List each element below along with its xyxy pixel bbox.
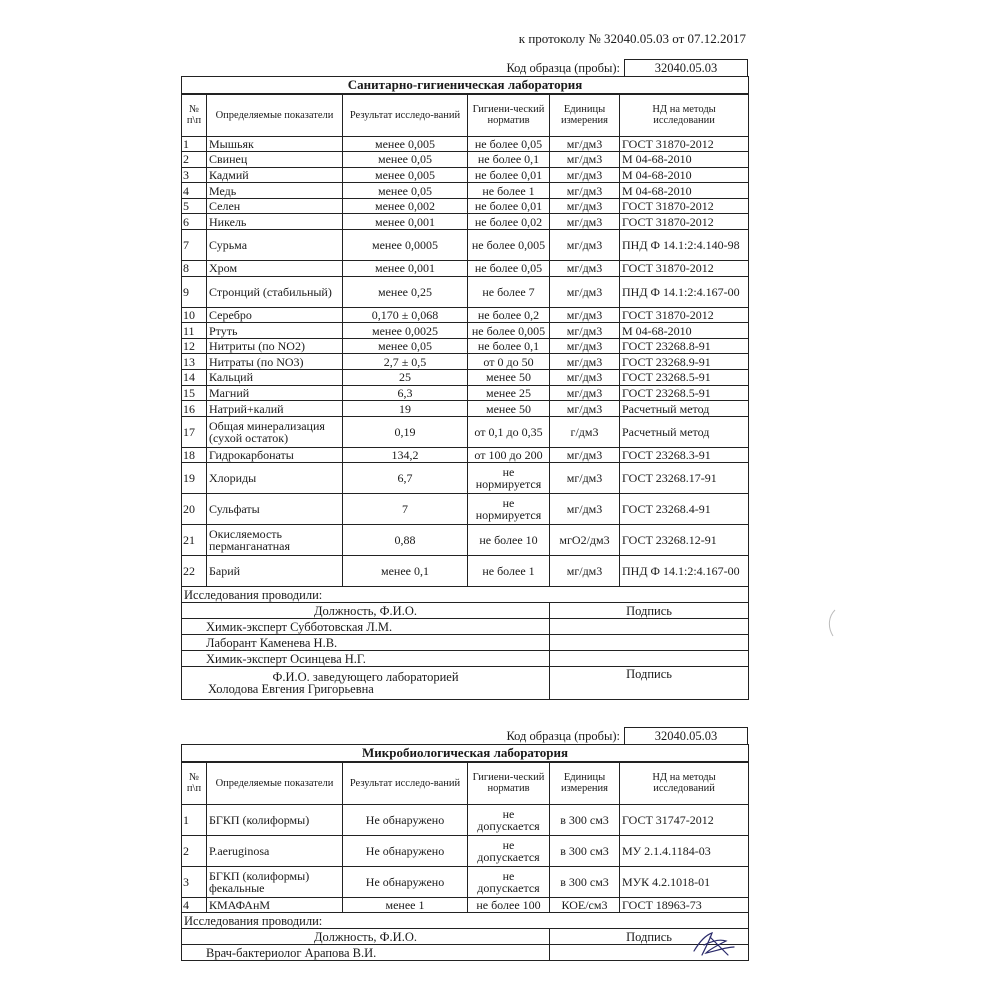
norm-value: не более 0,1 [468,338,550,354]
staff-entry: Врач-бактериолог Арапова В.И. [182,945,550,961]
norm-value: не более 100 [468,897,550,913]
row-number: 6 [182,214,207,230]
indicator-name: Селен [207,198,343,214]
row-number: 11 [182,323,207,339]
method-value: ГОСТ 31870-2012 [620,261,749,277]
row-number: 1 [182,804,207,835]
row-number: 18 [182,447,207,463]
table-row [182,385,749,401]
indicator-name: Сурьма [207,230,343,261]
unit-value: в 300 см3 [550,866,620,897]
unit-value: мгО2/дм3 [550,525,620,556]
table-row [182,447,749,463]
result-value: менее 0,005 [343,136,468,152]
result-value: Не обнаружено [343,866,468,897]
norm-value: от 100 до 200 [468,447,550,463]
indicator-name: Хром [207,261,343,277]
table-row [182,416,749,447]
row-number: 5 [182,198,207,214]
col-num-header: № п\п [182,762,207,804]
result-value: менее 0,0025 [343,323,468,339]
unit-value: мг/дм3 [550,354,620,370]
table-row [182,525,749,556]
sample-code-label: Код образца (пробы): [506,729,620,743]
method-value: ГОСТ 23268.5-91 [620,385,749,401]
method-value: ГОСТ 18963-73 [620,897,749,913]
micro-position-header: Должность, Ф.И.О. [182,929,550,945]
indicator-name: КМАФАнМ [207,897,343,913]
method-value: М 04-68-2010 [620,152,749,168]
unit-value: г/дм3 [550,416,620,447]
row-number: 14 [182,370,207,386]
method-value: ГОСТ 23268.8-91 [620,338,749,354]
table-row [182,136,749,152]
method-value: Расчетный метод [620,416,749,447]
norm-value: не более 0,2 [468,307,550,323]
method-value: ГОСТ 31870-2012 [620,307,749,323]
result-value: менее 1 [343,897,468,913]
table-row [182,804,749,835]
table-row [182,307,749,323]
norm-value: не более 0,02 [468,214,550,230]
lab-chief-signature-header: Подпись [550,667,749,700]
result-value: менее 0,001 [343,214,468,230]
method-value: М 04-68-2010 [620,183,749,199]
unit-value: мг/дм3 [550,152,620,168]
row-number: 13 [182,354,207,370]
lab-chief-name: Холодова Евгения Григорьевна [208,682,374,697]
norm-value: не более 0,01 [468,167,550,183]
indicator-name: Натрий+калий [207,401,343,417]
sample-code-line [181,727,748,744]
row-number: 22 [182,556,207,587]
row-number: 3 [182,866,207,897]
row-number: 17 [182,416,207,447]
table-row [182,354,749,370]
norm-value: не допускается [468,835,550,866]
method-value: ГОСТ 31870-2012 [620,214,749,230]
norm-value: не допускается [468,804,550,835]
indicator-name: БГКП (колиформы) фекальные [207,866,343,897]
unit-value: мг/дм3 [550,463,620,494]
indicator-name: Барий [207,556,343,587]
method-value: ГОСТ 31870-2012 [620,198,749,214]
row-number: 1 [182,136,207,152]
norm-value: не более 0,05 [468,261,550,277]
table-row [182,323,749,339]
norm-value: менее 50 [468,401,550,417]
staff-entry: Химик-эксперт Субботовская Л.М. [182,619,550,635]
row-number: 3 [182,167,207,183]
unit-value: мг/дм3 [550,338,620,354]
row-number: 2 [182,152,207,168]
indicator-name: P.aeruginosa [207,835,343,866]
table-row [182,276,749,307]
unit-value: мг/дм3 [550,214,620,230]
indicator-name: Хлориды [207,463,343,494]
table-row [182,401,749,417]
indicator-name: Магний [207,385,343,401]
col-unit-header: Единицы измерения [550,762,620,804]
sanitary-rows [182,136,749,587]
indicator-name: Мышьяк [207,136,343,152]
col-norm-header: Гигиени-ческий норматив [468,94,550,136]
indicator-name: Нитриты (по NO2) [207,338,343,354]
table-row [182,167,749,183]
sanitary-section [181,59,748,700]
micro-conducted-by: Исследования проводили: [182,913,749,929]
indicator-name: Никель [207,214,343,230]
norm-value: не более 0,005 [468,323,550,339]
sanitary-signature-header: Подпись [550,603,749,619]
row-number: 12 [182,338,207,354]
method-value: МУ 2.1.4.1184-03 [620,835,749,866]
method-value: ГОСТ 23268.12-91 [620,525,749,556]
indicator-name: Ртуть [207,323,343,339]
indicator-name: Серебро [207,307,343,323]
method-value: ГОСТ 31870-2012 [620,136,749,152]
method-value: ПНД Ф 14.1:2:4.167-00 [620,556,749,587]
norm-value: не более 0,005 [468,230,550,261]
row-number: 4 [182,183,207,199]
result-value: менее 0,25 [343,276,468,307]
norm-value: не более 10 [468,525,550,556]
method-value: ГОСТ 23268.3-91 [620,447,749,463]
unit-value: в 300 см3 [550,835,620,866]
lab-chief-label: Ф.И.О. заведующего лабораторией [272,670,459,685]
indicator-name: Общая минерализация (сухой остаток) [207,416,343,447]
staff-entry: Химик-эксперт Осинцева Н.Г. [182,651,550,667]
sample-code-value: 32040.05.03 [624,727,748,744]
result-value: менее 0,05 [343,152,468,168]
col-unit-header: Единицы измерения [550,94,620,136]
table-row [182,230,749,261]
unit-value: мг/дм3 [550,276,620,307]
sanitary-conducted-by: Исследования проводили: [182,587,749,603]
sample-code-value: 32040.05.03 [624,59,748,76]
indicator-name: БГКП (колиформы) [207,804,343,835]
unit-value: мг/дм3 [550,323,620,339]
indicator-name: Свинец [207,152,343,168]
method-value: ГОСТ 23268.9-91 [620,354,749,370]
table-row [182,183,749,199]
result-value: Не обнаружено [343,804,468,835]
unit-value: мг/дм3 [550,198,620,214]
unit-value: мг/дм3 [550,385,620,401]
table-row [182,835,749,866]
method-value: Расчетный метод [620,401,749,417]
table-row [182,866,749,897]
row-number: 4 [182,897,207,913]
col-indicator-header: Определяемые показатели [207,94,343,136]
table-row [182,463,749,494]
norm-value: от 0,1 до 0,35 [468,416,550,447]
norm-value: не более 1 [468,556,550,587]
result-value: 6,7 [343,463,468,494]
table-row [182,370,749,386]
unit-value: мг/дм3 [550,556,620,587]
result-value: менее 0,05 [343,183,468,199]
indicator-name: Кадмий [207,167,343,183]
row-number: 16 [182,401,207,417]
unit-value: мг/дм3 [550,494,620,525]
col-indicator-header: Определяемые показатели [207,762,343,804]
sample-code-line [181,59,748,76]
result-value: менее 0,005 [343,167,468,183]
result-value: менее 0,001 [343,261,468,277]
norm-value: от 0 до 50 [468,354,550,370]
norm-value: не нормируется [468,463,550,494]
unit-value: мг/дм3 [550,230,620,261]
indicator-name: Стронций (стабильный) [207,276,343,307]
method-value: М 04-68-2010 [620,323,749,339]
norm-value: не более 1 [468,183,550,199]
unit-value: мг/дм3 [550,167,620,183]
row-number: 9 [182,276,207,307]
method-value: ГОСТ 23268.17-91 [620,463,749,494]
result-value: Не обнаружено [343,835,468,866]
unit-value: мг/дм3 [550,136,620,152]
norm-value: не допускается [468,866,550,897]
sanitary-table [181,76,749,700]
unit-value: в 300 см3 [550,804,620,835]
result-value: 0,88 [343,525,468,556]
indicator-name: Окисляемость перманганатная [207,525,343,556]
indicator-name: Нитраты (по NO3) [207,354,343,370]
result-value: 25 [343,370,468,386]
indicator-name: Гидрокарбонаты [207,447,343,463]
col-result-header: Результат исследо-ваний [343,94,468,136]
method-value: МУК 4.2.1018-01 [620,866,749,897]
norm-value: не более 0,01 [468,198,550,214]
micro-title: Микробиологическая лаборатория [182,745,749,763]
table-row [182,338,749,354]
unit-value: мг/дм3 [550,183,620,199]
table-row [182,494,749,525]
norm-value: не более 7 [468,276,550,307]
micro-rows [182,804,749,913]
result-value: 6,3 [343,385,468,401]
result-value: 0,19 [343,416,468,447]
sanitary-title: Санитарно-гигиеническая лаборатория [182,77,749,95]
row-number: 19 [182,463,207,494]
sanitary-position-header: Должность, Ф.И.О. [182,603,550,619]
result-value: 0,170 ± 0,068 [343,307,468,323]
indicator-name: Сульфаты [207,494,343,525]
table-row [182,897,749,913]
col-method-header: НД на методы исследовании [620,94,749,136]
result-value: 134,2 [343,447,468,463]
norm-value: не нормируется [468,494,550,525]
staff-entry: Лаборант Каменева Н.В. [182,635,550,651]
unit-value: мг/дм3 [550,370,620,386]
table-row [182,214,749,230]
table-row [182,261,749,277]
protocol-reference: к протоколу № 32040.05.03 от 07.12.2017 [518,31,746,46]
col-result-header: Результат исследо-ваний [343,762,468,804]
lab-chief-cell [182,667,550,700]
table-row [182,152,749,168]
norm-value: не более 0,05 [468,136,550,152]
indicator-name: Кальций [207,370,343,386]
row-number: 2 [182,835,207,866]
method-value: ГОСТ 23268.5-91 [620,370,749,386]
row-number: 7 [182,230,207,261]
unit-value: мг/дм3 [550,261,620,277]
result-value: менее 0,1 [343,556,468,587]
unit-value: мг/дм3 [550,401,620,417]
method-value: М 04-68-2010 [620,167,749,183]
table-row [182,198,749,214]
method-value: ПНД Ф 14.1:2:4.167-00 [620,276,749,307]
table-row [182,556,749,587]
col-norm-header: Гигиени-ческий норматив [468,762,550,804]
row-number: 8 [182,261,207,277]
row-number: 20 [182,494,207,525]
micro-table [181,744,749,961]
norm-value: не более 0,1 [468,152,550,168]
result-value: менее 0,002 [343,198,468,214]
handwritten-signature [688,929,738,959]
row-number: 21 [182,525,207,556]
unit-value: КОЕ/см3 [550,897,620,913]
micro-section [181,727,748,961]
paper-mark [815,608,839,638]
indicator-name: Медь [207,183,343,199]
result-value: менее 0,05 [343,338,468,354]
method-value: ГОСТ 31747-2012 [620,804,749,835]
result-value: 19 [343,401,468,417]
method-value: ПНД Ф 14.1:2:4.140-98 [620,230,749,261]
row-number: 15 [182,385,207,401]
unit-value: мг/дм3 [550,447,620,463]
sample-code-label: Код образца (пробы): [506,61,620,75]
result-value: 7 [343,494,468,525]
micro-signature-header: Подпись [550,929,749,945]
unit-value: мг/дм3 [550,307,620,323]
method-value: ГОСТ 23268.4-91 [620,494,749,525]
result-value: 2,7 ± 0,5 [343,354,468,370]
norm-value: менее 50 [468,370,550,386]
norm-value: менее 25 [468,385,550,401]
result-value: менее 0,0005 [343,230,468,261]
col-num-header: № п\п [182,94,207,136]
col-method-header: НД на методы исследований [620,762,749,804]
row-number: 10 [182,307,207,323]
